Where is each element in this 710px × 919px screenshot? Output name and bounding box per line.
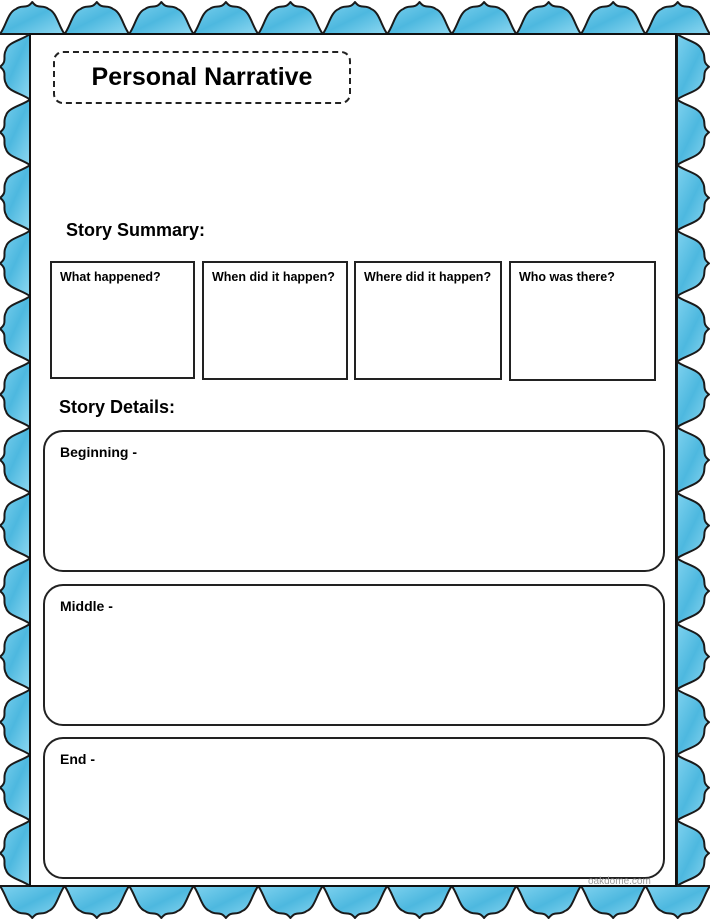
detail-box-middle[interactable] [43,584,665,726]
summary-label-where: Where did it happen? [364,270,492,284]
watermark: oakdome.com [588,876,651,887]
summary-label-when: When did it happen? [212,270,335,284]
summary-box-where[interactable] [354,261,502,380]
detail-label-middle: Middle - [60,598,113,614]
summary-box-what[interactable] [50,261,195,379]
summary-box-who[interactable] [509,261,656,381]
detail-box-end[interactable] [43,737,665,879]
detail-label-end: End - [60,751,95,767]
summary-box-when[interactable] [202,261,348,380]
page-title: Personal Narrative [91,63,313,91]
title-box [53,51,351,104]
detail-label-beginning: Beginning - [60,444,137,460]
detail-box-beginning[interactable] [43,430,665,572]
summary-label-who: Who was there? [519,270,615,284]
story-summary-heading: Story Summary: [66,220,206,240]
summary-label-what: What happened? [60,270,161,284]
story-details-heading: Story Details: [59,397,176,417]
